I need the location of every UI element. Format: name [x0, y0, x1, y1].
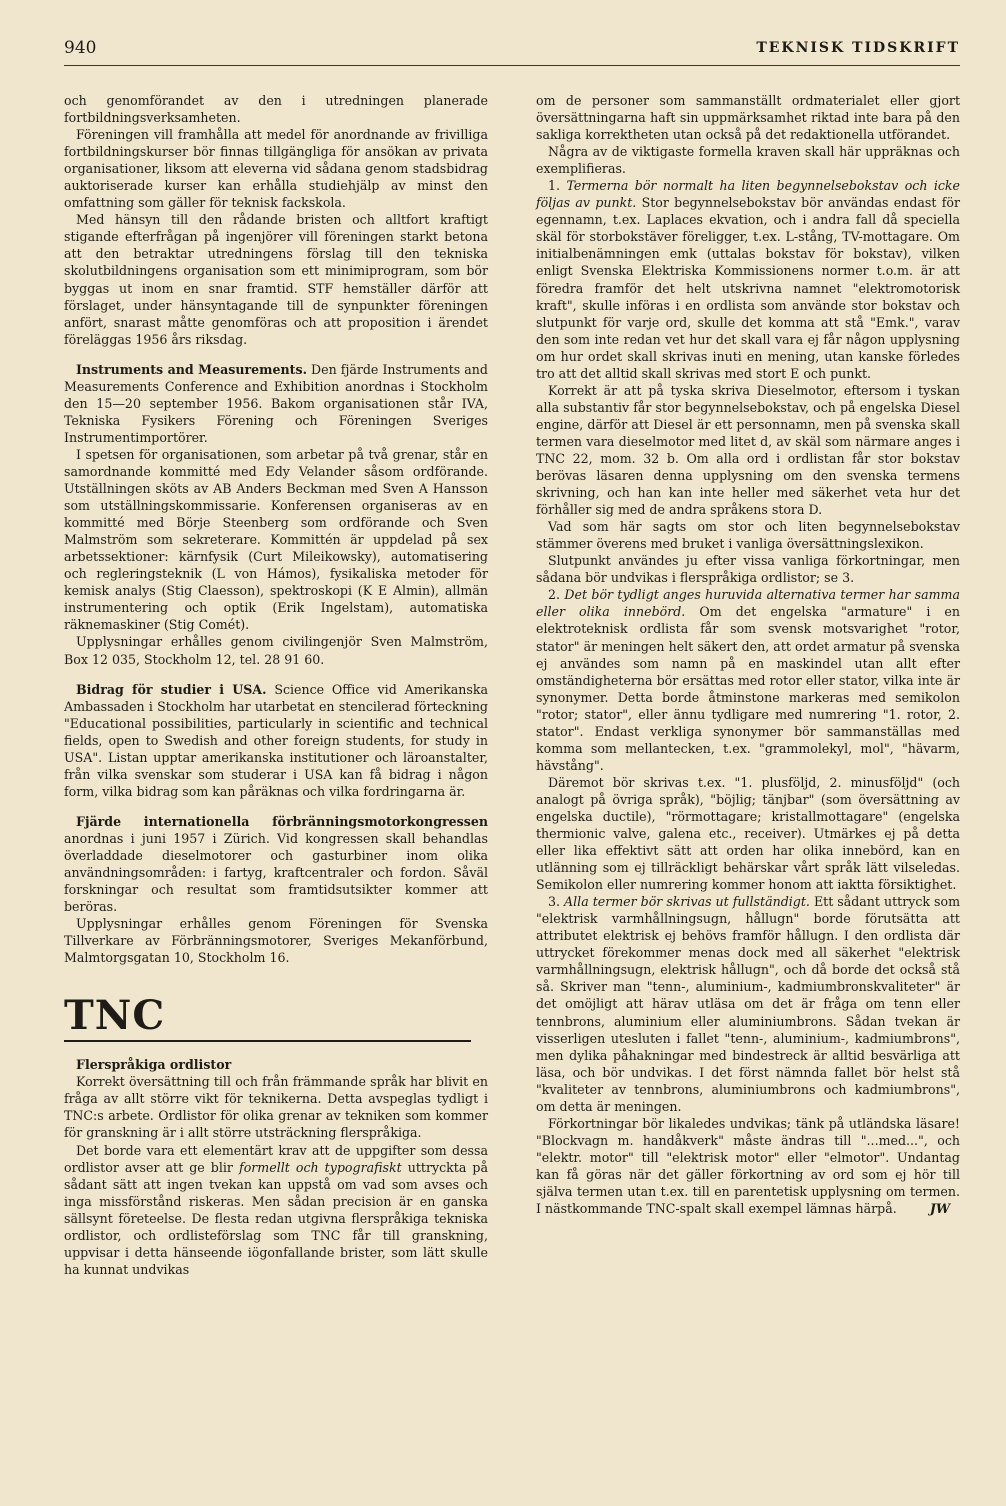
- emphasis-text: formellt och typografiskt: [239, 1159, 402, 1175]
- paragraph: Slutpunkt användes ju efter vissa vanliga förkortningar, men sådana bör undvikas i flerspråkiga ordlistor; se 3.: [536, 553, 960, 586]
- rule-number: 2.: [548, 587, 561, 603]
- rule-text: Stor begynnelsebokstav bör användas endast för egennamn, t.ex. Laplaces ekvation, och i andra fall då speciella skäl för storbokstäver föreligger, t.ex. L-stång, TV-mottagare. Om initialbenämningen emk (uttalas bokstav för bokstav), vilken enligt Svenska Elektriska Kommissionens normer t.o.m. är att föredra framför det helt utskrivna namnet "elektromotorisk kraft", skulle införas i en ordlista som använde stor bokstav och slutpunkt för varje ord, skulle det komma att stå "Emk.", varav den som inte redan vet hur det skall vara ej får någon upplysning om hur ordet skall skrivas inuti en mening, utan kanske förledes tro att det alltid skall skrivas med stort E och punkt.: [536, 195, 960, 381]
- rule-3: [536, 893, 960, 1115]
- journal-title: TEKNISK TIDSKRIFT: [756, 40, 960, 56]
- section-title-fjarde: Fjärde internationella förbränningsmotorkongressen: [76, 813, 488, 829]
- text-run: uttryckta på sådant sätt att ingen tvekan kan uppstå om vad som avses och inga missförstånd riskeras. Men sådan precision är en ganska sällsynt företeelse. De flesta redan utgivna flerspråkiga tekniska ordlistor, och ordlisteförslag som TNC får till granskning, uppvisar i detta hänseende iögonfallande brister, som lätt skulle ha kunnat undvikas: [64, 1159, 488, 1277]
- header-rule: [64, 65, 960, 66]
- page-number: 940: [64, 38, 97, 58]
- bidrag-section: [64, 681, 488, 800]
- rule-2: [536, 586, 960, 774]
- paragraph: I spetsen för organisationen, som arbetar på två grenar, står en samordnande kommitté med Edy Velander såsom ordförande. Utställningen sköts av AB Anders Beckman med Sven A Hansson som utställningskommissarie. Konferensen organiseras av en kommitté med Börje Steenberg som ordförande och Sven Malmström som sekreterare. Kommittén är uppdelad på sex arbetssektioner: kärnfysik (Curt Mileikowsky), automatisering och regleringsteknik (L von Hámos), fysikaliska metoder för kemisk analys (Stig Claesson), spektroskopi (K E Almin), allmän instrumentering och optik (Erik Ingelstam), automatiska räknemaskiner (Stig Comét).: [64, 446, 488, 633]
- section-title-bidrag: Bidrag för studier i USA.: [76, 681, 267, 697]
- paragraph: [64, 1142, 488, 1278]
- paragraph: Upplysningar erhålles genom civilingenjör Sven Malmström, Box 12 035, Stockholm 12, tel. 28 91 60.: [64, 634, 488, 667]
- rule-text: Om det engelska "armature" i en elektroteknisk ordlista får som svensk motsvarighet "rotor, stator" är meningen helt säkert den, att ordet armatur på svenska ej användes som namn på en maskindel utan allt efter omständigheterna bör ersättas med rotor eller stator, vilka inte är synonymer. Detta borde åtminstone markeras med semikolon "rotor; stator", eller ännu tydligare med numrering "1. rotor, 2. stator". Endast verkliga synonymer bör sammanställas med komma som mellantecken, t.ex. "grammolekyl, mol", "hävarm, hävstång".: [536, 604, 960, 773]
- section-text: Science Office vid Amerikanska Ambassaden i Stockholm har utarbetat en stencilerad förteckning "Educational possibilities, particularly in scientific and technical fields, open to Swedish and other foreign students, for study in USA". Listan upptar amerikanska institutioner och läroanstalter, från vilka svenskar som studerar i USA kan få bidrag i någon form, vilka bidrag som kan påräknas och vilka fordringarna är.: [64, 681, 488, 799]
- rule-heading: Det bör tydligt anges huruvida alternativa termer har samma eller olika innebörd.: [536, 587, 960, 620]
- instruments-section: [64, 361, 488, 446]
- paragraph: Vad som här sagts om stor och liten begynnelsebokstav stämmer överens med bruket i vanliga översättningslexikon.: [536, 519, 960, 552]
- paragraph: [536, 1115, 960, 1217]
- fjarde-section: [64, 813, 488, 915]
- paragraph: Däremot bör skrivas t.ex. "1. plusföljd, 2. minusföljd" (och analogt på övriga språk), "böjlig; tänjbar" (som översättning av engelska ductile), "rörmottagare; kristallmottagare" (engelska thermionic valve, galena etc., receiver). Utmärkes ej på detta eller lika effektivt sätt att orden har olika innebörd, kan en utlänning som ej tillräckligt behärskar vårt språk lätt vilseledas. Semikolon eller numrering kommer honom att iaktta försiktighet.: [536, 774, 960, 893]
- section-title-instruments: Instruments and Measurements.: [76, 361, 307, 377]
- tnc-heading: TNC: [64, 992, 166, 1040]
- right-column: [536, 92, 960, 1217]
- paragraph: Med hänsyn till den rådande bristen och alltfort kraftigt stigande efterfrågan på ingenjörer vill föreningen starkt betona att den betraktar utredningens förslag till den tekniska skolutbildningens organisation som ett minimiprogram, som bör byggas ut inom en snar framtid. STF hemställer därför att förslaget, under hänsyntagande till de synpunkter föreningen anfört, snarast måtte genomföras och att proposition i ärendet föreläggas 1956 års riksdag.: [64, 212, 488, 347]
- rule-heading: Termerna bör normalt ha liten begynnelsebokstav och icke följas av punkt.: [536, 178, 960, 211]
- paragraph: och genomförandet av den i utredningen planerade fortbildningsverksamheten.: [64, 93, 488, 126]
- left-column: [64, 92, 488, 1278]
- rule-number: 1.: [548, 178, 561, 194]
- tnc-rule: [64, 1040, 471, 1042]
- tnc-subheading: Flerspråkiga ordlistor: [76, 1057, 232, 1073]
- text-run: Det borde vara ett elementärt krav att de uppgifter som dessa ordlistor avser att ge blir: [64, 1142, 488, 1175]
- paragraph: Upplysningar erhålles genom Föreningen för Svenska Tillverkare av Förbränningsmotorer, Sveriges Mekanförbund, Malmtorgsgatan 10, Stockholm 16.: [64, 916, 488, 966]
- rule-text: Ett sådant uttryck som "elektrisk varmhållningsugn, hållugn" borde förutsätta att attributet elektrisk ej behövs framför hållugn. I den ordlista där uttrycket förekommer menas dock med all säkerhet "elektrisk varmhållningsugn, elektrisk hållugn", och då borde det också stå så. Skriver man "tenn-, aluminium-, kadmiumbronskvaliteter" är det omöjligt att härav utläsa om det är fråga om tenn eller tennbrons, aluminium eller aluminiumbrons. Sådan tvekan är visserligen utesluten i fallet "tenn-, aluminium-, kadmiumbrons", men dylika påhakningar med bindestreck är alltid besvärliga att läsa, och bör undvikas. I det först nämnda fallet bör helst stå "kvaliteter av tennbrons, aluminiumbrons och kadmiumbrons", om detta är meningen.: [536, 894, 961, 1114]
- rule-heading: Alla termer bör skrivas ut fullständigt.: [564, 894, 810, 910]
- rule-1: [536, 177, 960, 382]
- paragraph: om de personer som sammanställt ordmaterialet eller gjort översättningarna haft sin uppmärksamhet riktad inte bara på den sakliga korrektheten utan också på det redaktionella utförandet.: [536, 93, 960, 143]
- section-text: anordnas i juni 1957 i Zürich. Vid kongressen skall behandlas överladdade dieselmotorer och gasturbiner inom olika användningsområden: i fartyg, kraftcentraler och fordon. Såväl forskningar och resultat som framtidsutsikter kommer att beröras.: [64, 830, 488, 915]
- page-header: [64, 38, 960, 62]
- paragraph: Korrekt översättning till och från främmande språk har blivit en fråga av allt större vikt för teknikerna. Detta avspeglas tydligt i TNC:s arbete. Ordlistor för olika grenar av tekniken som kommer för granskning är i allt större utsträckning flerspråkiga.: [64, 1074, 488, 1141]
- paragraph: Några av de viktigaste formella kraven skall här uppräknas och exemplifieras.: [536, 144, 960, 177]
- rule-number: 3.: [548, 894, 561, 910]
- author-signature: JW: [929, 1201, 950, 1217]
- paragraph: Korrekt är att på tyska skriva Dieselmotor, eftersom i tyskan alla substantiv får stor begynnelsebokstav, och på engelska Diesel engine, därför att Diesel är ett personnamn, men på svenska skall termen vara dieselmotor med litet d, av skäl som närmare anges i TNC 22, mom. 32 b. Om alla ord i ordlistan får stor bokstav berövas läsaren denna upplysning om den svenska termens skrivning, och han kan inte heller med säkerhet veta hur det förhåller sig med de andra språkens stora D.: [536, 382, 960, 518]
- paragraph: Föreningen vill framhålla att medel för anordnande av frivilliga fortbildningskurser bör finnas tillgängliga för ansökan av privata organisationer, liksom att eleverna vid sådana genom stadsbidrag auktoriserade kurser kan erhålla studiehjälp av minst den omfattning som gäller för teknisk fackskola.: [64, 127, 488, 211]
- text-run: Förkortningar bör likaledes undvikas; tänk på utländska läsare! "Blockvagn m. handåkverk" måste ändras till "...med...", och "elektr. motor" till "elektrisk motor" eller "elmotor". Undantag kan få göras när det gäller förkortning av ord som ej hör till själva termen utan t.ex. till en parentetisk upplysning om termen. I nästkommande TNC-spalt skall exempel lämnas härpå.: [536, 1115, 960, 1217]
- section-text: Den fjärde Instruments and Measurements Conference and Exhibition anordnas i Stockholm den 15—20 september 1956. Bakom organisationen står IVA, Tekniska Fysikers Förening och Föreningen Sveriges Instrumentimportörer.: [64, 361, 488, 445]
